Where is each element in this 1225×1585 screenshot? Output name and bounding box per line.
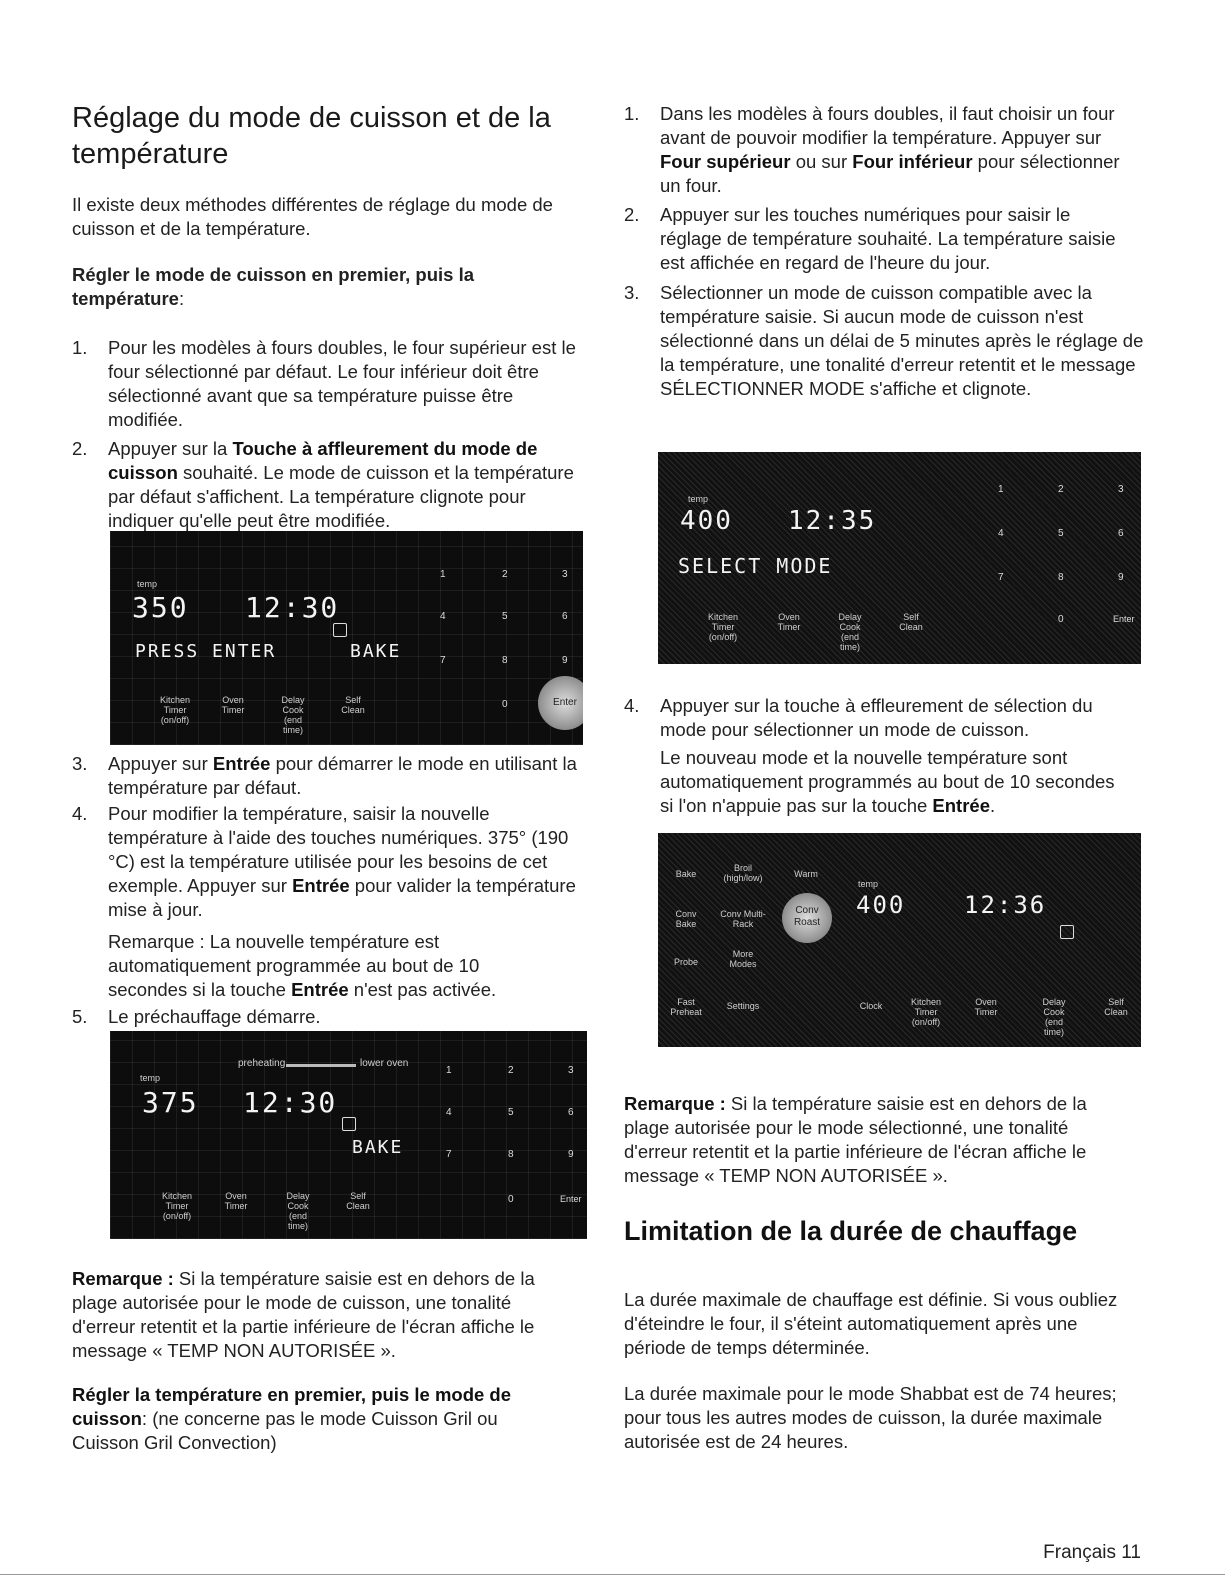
mode-broil-button[interactable]: Broil (high/low) <box>723 863 763 883</box>
key-8[interactable]: 8 <box>1058 572 1064 583</box>
oven-timer-button[interactable]: Oven Timer <box>221 695 245 715</box>
clock-display: 12:30 <box>245 591 340 624</box>
delay-cook-button[interactable]: Delay Cook (end time) <box>286 1191 310 1231</box>
control-panel-preheating <box>110 1031 587 1239</box>
mode-display: BAKE <box>350 641 402 662</box>
delay-cook-button[interactable]: Delay Cook (end time) <box>281 695 305 735</box>
preheating-label: preheating <box>238 1058 286 1069</box>
temp-display: 375 <box>142 1086 199 1119</box>
key-0[interactable]: 0 <box>508 1194 514 1205</box>
right-step-4-note: Le nouveau mode et la nouvelle température sont automatiquement programmés au bout de 10 secondes si l'on n'appuie pas sur la touche Entrée. <box>660 747 1115 816</box>
key-7[interactable]: 7 <box>440 655 446 666</box>
self-clean-button[interactable]: Self Clean <box>1104 997 1128 1017</box>
key-9[interactable]: 9 <box>562 655 568 666</box>
control-panel-mode-select <box>658 833 1141 1047</box>
temp-label: temp <box>137 579 158 589</box>
control-panel-press-enter <box>110 531 583 745</box>
mode-more-modes-button[interactable]: More Modes <box>729 949 757 969</box>
self-clean-button[interactable]: Self Clean <box>899 612 923 632</box>
key-9[interactable]: 9 <box>568 1149 574 1160</box>
key-1[interactable]: 1 <box>446 1065 452 1076</box>
lower-oven-label: lower oven <box>360 1058 409 1069</box>
key-8[interactable]: 8 <box>502 655 508 666</box>
clock-display: 12:36 <box>964 891 1047 919</box>
temp-display: 350 <box>132 591 189 624</box>
oven-timer-button[interactable]: Oven Timer <box>777 612 801 632</box>
clock-display: 12:35 <box>788 506 877 536</box>
select-mode-message: SELECT MODE <box>678 554 833 578</box>
oven-door-icon <box>333 623 347 637</box>
oven-door-icon <box>1060 925 1074 939</box>
kitchen-timer-button[interactable]: Kitchen Timer (on/off) <box>707 612 739 642</box>
subheading-temp-first: Régler la température en premier, puis le mode de cuisson: (ne concerne pas le mode Cuisson Gril ou Cuisson Gril Convection) <box>72 1384 512 1453</box>
temp-label: temp <box>858 879 879 889</box>
key-2[interactable]: 2 <box>1058 484 1064 495</box>
limitation-paragraph-1: La durée maximale de chauffage est définie. Si vous oubliez d'éteindre le four, il s'éteint automatiquement après une période de temps déterminée. <box>624 1289 1118 1358</box>
mode-conv-bake-button[interactable]: Conv Bake <box>675 909 697 929</box>
key-8[interactable]: 8 <box>508 1149 514 1160</box>
key-5[interactable]: 5 <box>1058 528 1064 539</box>
enter-button[interactable]: Enter <box>1113 614 1135 624</box>
key-5[interactable]: 5 <box>502 611 508 622</box>
key-1[interactable]: 1 <box>440 569 446 580</box>
temp-display: 400 <box>856 891 906 919</box>
self-clean-button[interactable]: Self Clean <box>341 695 365 715</box>
enter-button[interactable]: Enter <box>538 676 583 730</box>
key-7[interactable]: 7 <box>998 572 1004 583</box>
key-3[interactable]: 3 <box>562 569 568 580</box>
key-6[interactable]: 6 <box>562 611 568 622</box>
delay-cook-button[interactable]: Delay Cook (end time) <box>838 612 862 652</box>
oven-door-icon <box>342 1117 356 1131</box>
left-note: Remarque : Si la température saisie est en dehors de la plage autorisée pour le mode de cuisson, une tonalité d'erreur retentit et la partie inférieure de l'écran affiche le message « TEMP NON AUTORISÉE ». <box>72 1268 535 1361</box>
self-clean-button[interactable]: Self Clean <box>346 1191 370 1211</box>
key-0[interactable]: 0 <box>1058 614 1064 625</box>
right-note: Remarque : Si la température saisie est en dehors de la plage autorisée pour le mode sélectionné, une tonalité d'erreur retentit et la partie inférieure de l'écran affiche le message « TEMP NON AUTORISÉE ». <box>624 1093 1087 1186</box>
key-1[interactable]: 1 <box>998 484 1004 495</box>
key-3[interactable]: 3 <box>568 1065 574 1076</box>
delay-cook-button[interactable]: Delay Cook (end time) <box>1042 997 1066 1037</box>
control-panel-select-mode <box>658 452 1141 664</box>
bottom-rule <box>0 1574 1225 1575</box>
temp-display: 400 <box>680 506 733 536</box>
key-3[interactable]: 3 <box>1118 484 1124 495</box>
mode-display: BAKE <box>352 1137 404 1158</box>
key-9[interactable]: 9 <box>1118 572 1124 583</box>
key-4[interactable]: 4 <box>440 611 446 622</box>
key-2[interactable]: 2 <box>508 1065 514 1076</box>
left-step-4-note: Remarque : La nouvelle température est automatiquement programmée au bout de 10 secondes si la touche Entrée n'est pas activée. <box>108 931 497 1000</box>
subheading-mode-first: Régler le mode de cuisson en premier, puis la température: <box>72 264 474 309</box>
key-6[interactable]: 6 <box>1118 528 1124 539</box>
oven-timer-button[interactable]: Oven Timer <box>974 997 998 1017</box>
key-0[interactable]: 0 <box>502 699 508 710</box>
temp-label: temp <box>140 1073 161 1083</box>
preheat-progress-bar <box>286 1064 356 1067</box>
limitation-heading: Limitation de la durée de chauffage <box>624 1216 1078 1246</box>
clock-button[interactable]: Clock <box>859 1001 883 1011</box>
clock-display: 12:30 <box>243 1086 338 1119</box>
key-2[interactable]: 2 <box>502 569 508 580</box>
kitchen-timer-button[interactable]: Kitchen Timer (on/off) <box>910 997 942 1027</box>
kitchen-timer-button[interactable]: Kitchen Timer (on/off) <box>161 1191 193 1221</box>
key-4[interactable]: 4 <box>446 1107 452 1118</box>
settings-button[interactable]: Settings <box>726 1001 760 1011</box>
mode-warm-button[interactable]: Warm <box>794 869 818 879</box>
oven-timer-button[interactable]: Oven Timer <box>224 1191 248 1211</box>
mode-conv-roast-button[interactable]: Conv Roast <box>782 893 832 943</box>
press-enter-message: PRESS ENTER <box>135 641 277 662</box>
mode-probe-button[interactable]: Probe <box>673 957 699 967</box>
key-5[interactable]: 5 <box>508 1107 514 1118</box>
temp-label: temp <box>688 494 709 504</box>
key-4[interactable]: 4 <box>998 528 1004 539</box>
key-6[interactable]: 6 <box>568 1107 574 1118</box>
fast-preheat-button[interactable]: Fast Preheat <box>670 997 702 1017</box>
kitchen-timer-button[interactable]: Kitchen Timer (on/off) <box>159 695 191 725</box>
mode-bake-button[interactable]: Bake <box>675 869 697 879</box>
page-footer: Français 11 <box>1043 1542 1141 1563</box>
mode-conv-multi-rack-button[interactable]: Conv Multi-Rack <box>720 909 766 929</box>
key-7[interactable]: 7 <box>446 1149 452 1160</box>
intro-paragraph: Il existe deux méthodes différentes de réglage du mode de cuisson et de la température. <box>72 194 553 239</box>
enter-button[interactable]: Enter <box>560 1194 582 1204</box>
section-title: Réglage du mode de cuisson et de la température <box>72 102 551 170</box>
limitation-paragraph-2: La durée maximale pour le mode Shabbat est de 74 heures; pour tous les autres modes de cuisson, la durée maximale autorisée est de 24 heures. <box>624 1383 1117 1452</box>
